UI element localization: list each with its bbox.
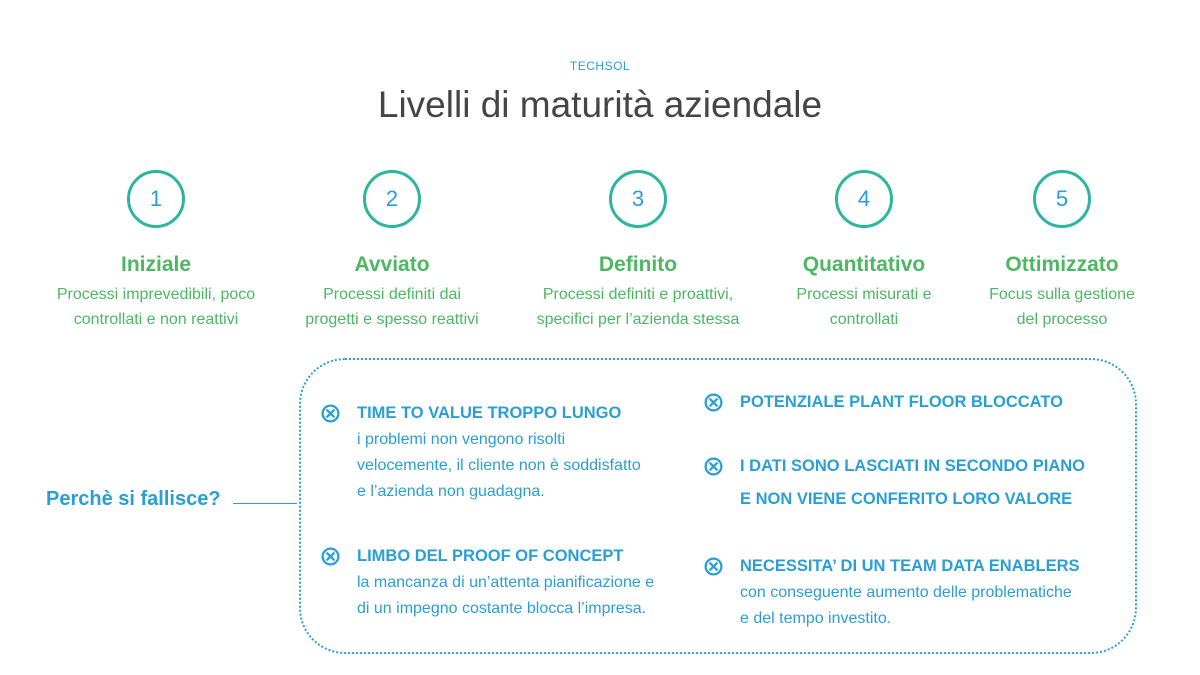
level-description-line: del processo xyxy=(1016,311,1108,328)
issue-description-line: velocemente, il cliente non è soddisfatto xyxy=(357,457,641,474)
issue-data-value xyxy=(704,456,1104,516)
issue-description xyxy=(740,580,1104,632)
issue-plant-floor xyxy=(704,392,1104,419)
level-name: Quantitativo xyxy=(802,253,926,276)
issue-proof-of-concept xyxy=(321,546,721,622)
level-name: Avviato xyxy=(354,253,430,276)
level-description-line: controllati xyxy=(829,311,899,328)
issue-description-line: con conseguente aumento delle problematiche xyxy=(740,584,1072,601)
level-name: Ottimizzato xyxy=(1005,253,1119,276)
level-description xyxy=(942,282,1182,332)
level-description-line: controllati e non reattivi xyxy=(73,311,239,328)
issue-title: POTENZIALE PLANT FLOOR BLOCCATO xyxy=(740,393,1063,411)
level-number-circle: 2 xyxy=(363,170,421,228)
brand-label: TECHSOL xyxy=(569,59,631,73)
level-description-line: Processi imprevedibili, poco xyxy=(56,286,256,303)
level-5 xyxy=(942,170,1182,332)
level-description-line: Focus sulla gestione xyxy=(989,286,1135,303)
level-description-line: progetti e spesso reattivi xyxy=(305,311,479,328)
issue-title: LIMBO DEL PROOF OF CONCEPT xyxy=(357,547,624,565)
level-description xyxy=(36,282,276,332)
page-title: Livelli di maturità aziendale xyxy=(377,84,823,125)
level-name: Definito xyxy=(598,253,678,276)
level-description-line: specifici per l’azienda stessa xyxy=(536,311,740,328)
issue-description-line: e l’azienda non guadagna. xyxy=(357,483,545,500)
x-circle-icon xyxy=(704,457,723,476)
issue-title: NECESSITA’ DI UN TEAM DATA ENABLERS xyxy=(740,557,1080,575)
level-number-circle: 3 xyxy=(609,170,667,228)
x-circle-icon xyxy=(321,547,340,566)
level-description-line: Processi definiti e proattivi, xyxy=(542,286,734,303)
issue-description-line: la mancanza di un’attenta pianificazione e xyxy=(357,574,655,591)
level-number-circle: 4 xyxy=(835,170,893,228)
level-number-circle: 5 xyxy=(1033,170,1091,228)
connector-line xyxy=(233,503,297,504)
level-description xyxy=(272,282,512,332)
issue-data-enablers xyxy=(704,556,1104,632)
issue-time-to-value xyxy=(321,403,721,505)
level-description xyxy=(518,282,758,332)
issue-description-line: di un impegno costante blocca l’impresa. xyxy=(357,600,647,617)
x-circle-icon xyxy=(704,393,723,412)
x-circle-icon xyxy=(321,404,340,423)
issue-description xyxy=(357,427,721,505)
issue-description-line: i problemi non vengono risolti xyxy=(357,431,566,448)
x-circle-icon xyxy=(704,557,723,576)
issue-description xyxy=(357,570,721,622)
level-1 xyxy=(36,170,276,332)
issue-title-line-2: E NON VIENE CONFERITO LORO VALORE xyxy=(740,490,1073,508)
issue-title: TIME TO VALUE TROPPO LUNGO xyxy=(357,404,622,422)
level-2 xyxy=(272,170,512,332)
why-fail-label: Perchè si fallisce? xyxy=(46,488,221,510)
level-description-line: Processi misurati e xyxy=(796,286,932,303)
level-description-line: Processi definiti dai xyxy=(323,286,461,303)
level-name: Iniziale xyxy=(120,253,192,276)
level-number-circle: 1 xyxy=(127,170,185,228)
level-3 xyxy=(518,170,758,332)
issue-description-line: e del tempo investito. xyxy=(740,610,892,627)
issue-title: I DATI SONO LASCIATI IN SECONDO PIANO xyxy=(740,457,1085,475)
